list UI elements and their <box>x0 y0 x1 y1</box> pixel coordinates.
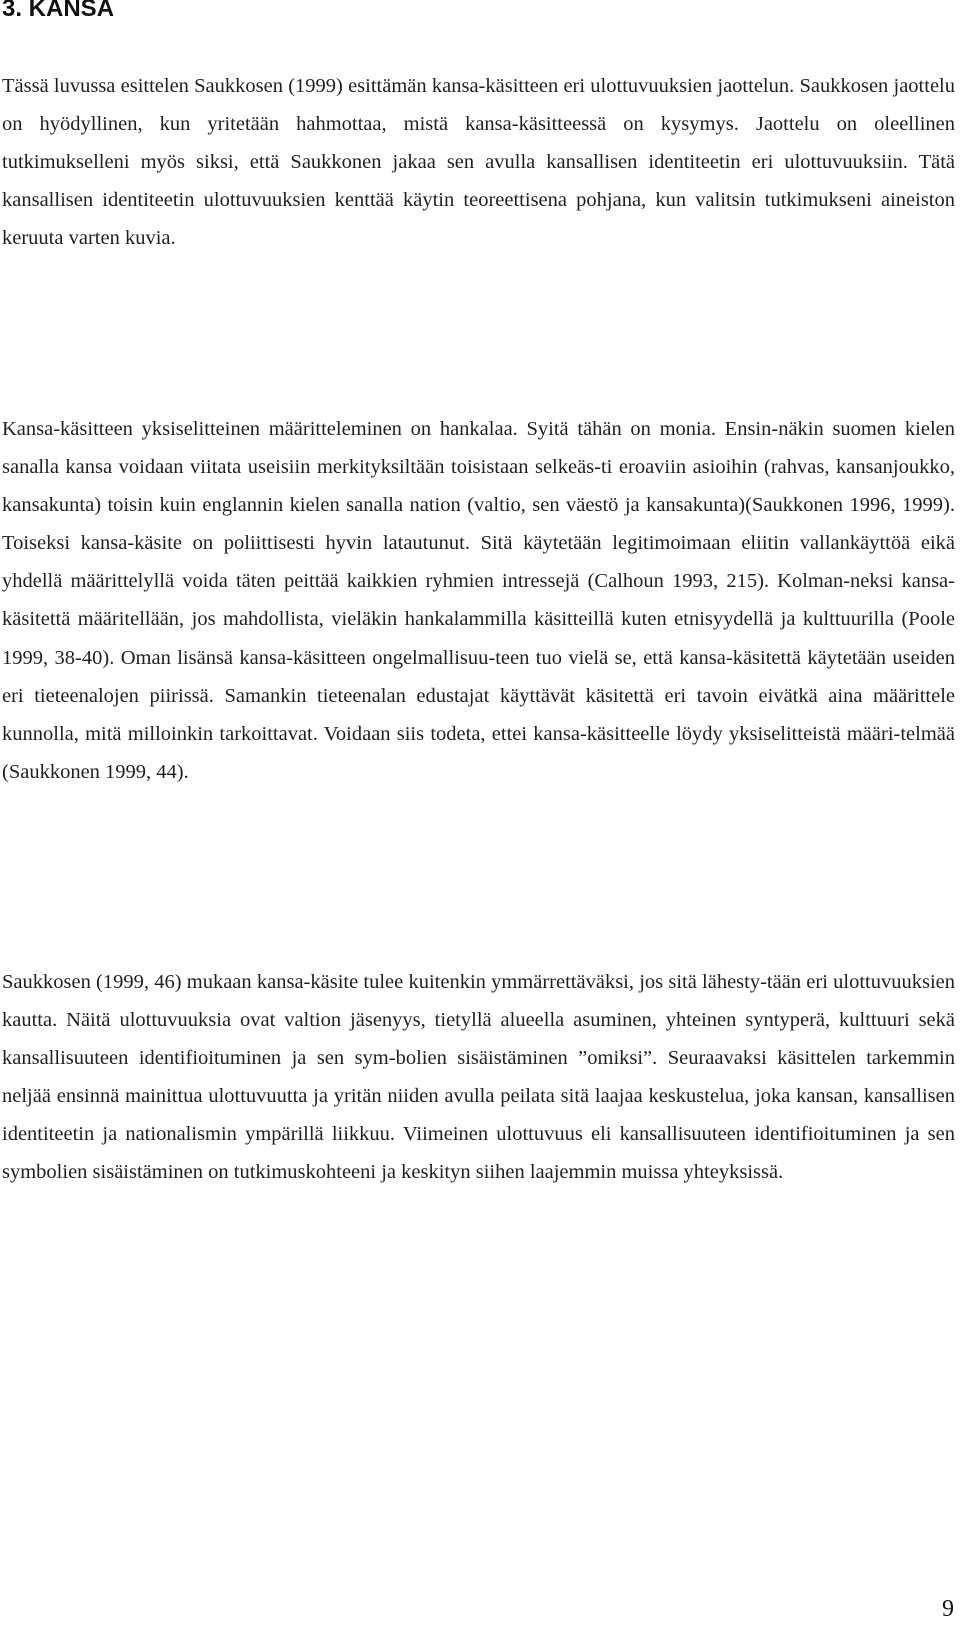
page-number: 9 <box>942 1596 954 1622</box>
paragraph: Saukkosen (1999, 46) mukaan kansa-käsite tulee kuitenkin ymmärrettäväksi, jos sitä lähesty-tään eri ulottuvuuksien kautta. Näitä ulottuvuuksia ovat valtion jäsenyys, tietyllä alueella asuminen, yhteinen syntyperä, kulttuuri sekä kansallisuuteen identifioituminen ja sen sym-bolien sisäistäminen ”omiksi”. Seuraavaksi käsittelen tarkemmin neljää ensinnä mainittua ulottuvuutta ja yritän niiden avulla peilata sitä laajaa keskustelua, joka kansan, kansallisen identiteetin ja nationalismin ympärillä liikkuu. Viimeinen ulottuvuus eli kansallisuuteen identifioituminen ja sen symbolien sisäistäminen on tutkimuskohteeni ja keskityn siihen laajemmin muissa yhteyksissä. <box>2 971 955 1184</box>
paragraph: Tässä luvussa esittelen Saukkosen (1999) esittämän kansa-käsitteen eri ulottuvuuksien jaottelun. Saukkosen jaottelu on hyödyllinen, kun yritetään hahmottaa, mistä kansa-käsitteessä on kysymys. Jaottelu on oleellinen tutkimukselleni myös siksi, että Saukkonen jakaa sen avulla kansallisen identiteetin eri ulottuvuuksiin. Tätä kansallisen identiteetin ulottuvuuksien kenttää käytin teoreettisena pohjana, kun valitsin tutkimukseni aineiston keruuta varten kuvia. <box>2 75 955 250</box>
paragraph: Kansa-käsitteen yksiselitteinen määritteleminen on hankalaa. Syitä tähän on monia. Ensin-näkin suomen kielen sanalla kansa voidaan viitata useisiin merkityksiltään toisistaan selkeäs-ti eroaviin asioihin (rahvas, kansanjoukko, kansakunta) toisin kuin englannin kielen sanalla nation (valtio, sen väestö ja kansakunta)(Saukkonen 1996, 1999). Toiseksi kansa-käsite on poliittisesti hyvin latautunut. Sitä käytetään legitimoimaan eliitin vallankäyttöä eikä yhdellä määrittelyllä voida täten peittää kaikkien ryhmien intressejä (Calhoun 1993, 215). Kolman-neksi kansa-käsitettä määritellään, jos mahdollista, vieläkin hankalammilla käsitteillä kuten etnisyydellä ja kulttuurilla (Poole 1999, 38-40). Oman lisänsä kansa-käsitteen ongelmallisuu-teen tuo vielä se, että kansa-käsitettä käytetään useiden eri tieteenalojen piirissä. Samankin tieteenalan edustajat käyttävät käsitettä eri tavoin eivätkä aina määrittele kunnolla, mitä milloinkin tarkoittavat. Voidaan siis todeta, ettei kansa-käsitteelle löydy yksiselitteistä määri-telmää (Saukkonen 1999, 44). <box>2 418 955 783</box>
chapter-heading: 3. KANSA <box>2 0 115 22</box>
